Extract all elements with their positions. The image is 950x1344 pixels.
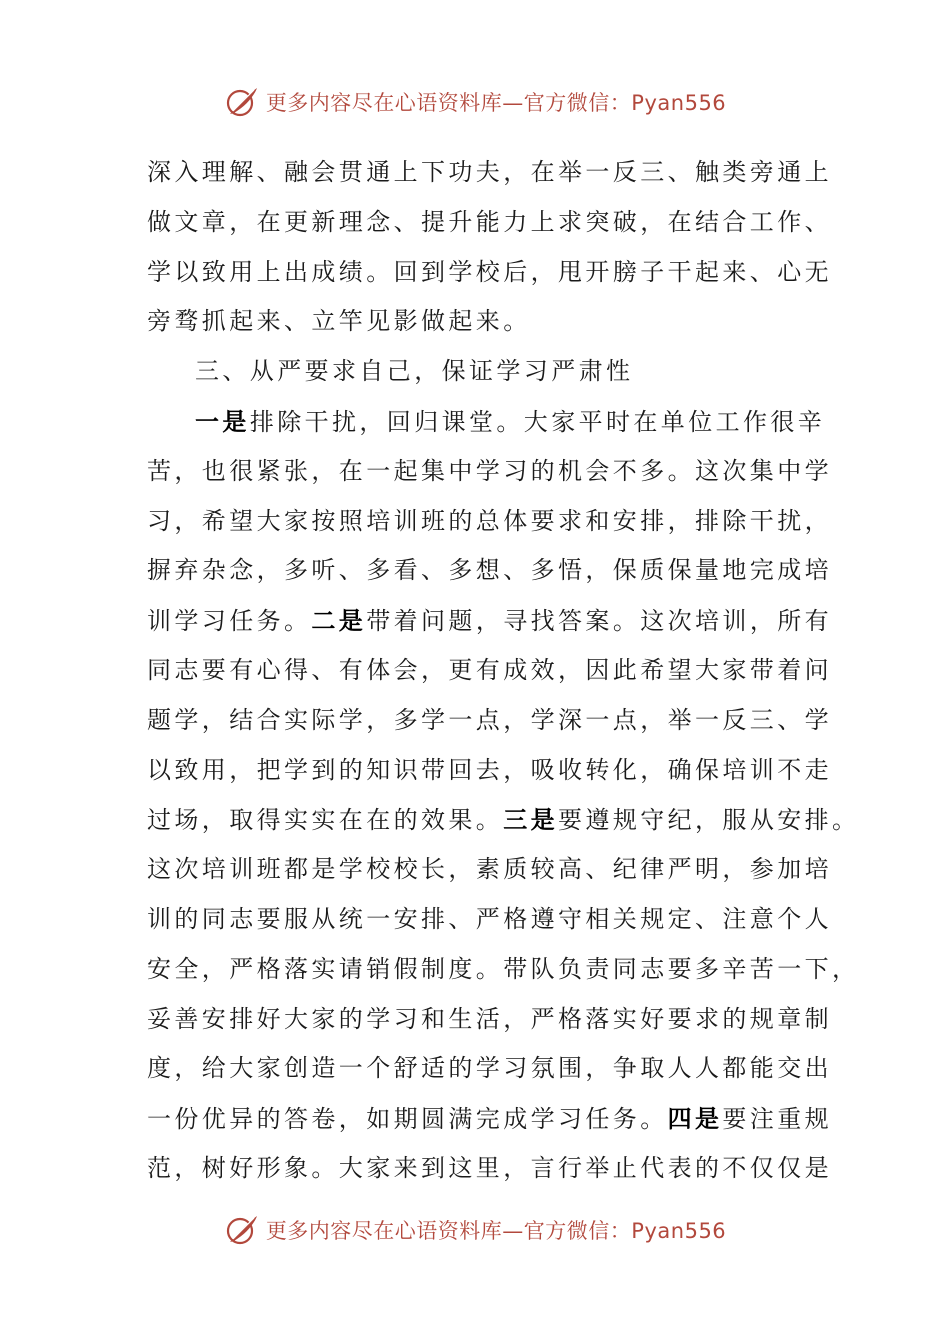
text-segment: 范，树好形象。大家来到这里，言行举止代表的不仅仅是 xyxy=(147,1153,832,1182)
text-segment: 做文章，在更新理念、提升能力上求突破，在结合工作、 xyxy=(147,207,832,236)
text-line xyxy=(147,995,832,1045)
text-segment: 学以致用上出成绩。回到学校后，甩开膀子干起来、心无 xyxy=(147,257,832,286)
text-line xyxy=(147,497,832,547)
text-segment: 深入理解、融会贯通上下功夫，在举一反三、触类旁通上 xyxy=(147,158,832,186)
text-line xyxy=(147,795,860,845)
quill-pen-seal-icon xyxy=(224,84,260,120)
text-segment: 摒弃杂念，多听、多看、多想、多悟，保质保量地完成培 xyxy=(147,556,832,585)
emphasis-label: 三是 xyxy=(503,805,559,835)
text-segment: 要遵规守纪，服从安排。 xyxy=(558,806,860,835)
text-segment: 一份优异的答卷，如期圆满完成学习任务。 xyxy=(147,1105,668,1134)
text-line xyxy=(147,1094,833,1144)
text-line xyxy=(147,1144,832,1194)
emphasis-label: 一是 xyxy=(195,406,250,436)
text-segment: 三、从严要求自己，保证学习严肃性 xyxy=(195,357,634,386)
document-body xyxy=(147,148,860,1194)
text-line xyxy=(147,895,832,945)
text-segment: 习，希望大家按照培训班的总体要求和安排，排除干扰， xyxy=(147,506,832,535)
text-line xyxy=(147,546,832,596)
text-segment: 过场，取得实实在在的效果。 xyxy=(147,806,504,835)
text-line xyxy=(147,596,833,646)
text-segment: 苦，也很紧张，在一起集中学习的机会不多。这次集中学 xyxy=(147,456,832,485)
text-segment: 旁骛抓起来、立竿见影做起来。 xyxy=(147,307,531,336)
text-line xyxy=(147,198,832,248)
text-segment: 度，给大家创造一个舒适的学习氛围，争取人人都能交出 xyxy=(147,1054,832,1083)
text-segment: 安全，严格落实请销假制度。带队负责同志要多辛苦一下， xyxy=(147,954,860,983)
text-line xyxy=(147,397,826,447)
text-segment: 训的同志要服从统一安排、严格遵守相关规定、注意个人 xyxy=(147,904,832,933)
section-heading xyxy=(147,347,807,397)
text-segment: 带着问题，寻找答案。这次培训，所有 xyxy=(366,607,833,636)
text-line xyxy=(147,696,832,746)
text-line xyxy=(147,297,807,347)
banner-text: 更多内容尽在心语资料库—官方微信：Pyan556 xyxy=(265,91,727,115)
text-line xyxy=(147,1044,832,1094)
text-segment: 同志要有心得、有体会，更有成效，因此希望大家带着问 xyxy=(147,655,832,684)
emphasis-label: 四是 xyxy=(667,1104,723,1134)
emphasis-label: 二是 xyxy=(311,606,367,636)
text-segment: 题学，结合实际学，多学一点，学深一点，举一反三、学 xyxy=(147,705,832,734)
text-line xyxy=(147,945,860,995)
banner-text: 更多内容尽在心语资料库—官方微信：Pyan556 xyxy=(265,1219,727,1243)
text-line xyxy=(147,746,832,796)
quill-pen-seal-icon xyxy=(224,1212,260,1248)
footer-watermark-banner xyxy=(0,1208,950,1252)
text-segment: 这次培训班都是学校校长，素质较高、纪律严明，参加培 xyxy=(147,855,832,884)
text-segment: 以致用，把学到的知识带回去，吸收转化，确保培训不走 xyxy=(147,755,832,784)
text-line xyxy=(147,646,832,696)
text-segment: 训学习任务。 xyxy=(147,607,312,636)
text-segment: 要注重规 xyxy=(722,1105,833,1134)
text-line xyxy=(147,447,832,497)
text-line xyxy=(147,845,832,895)
header-watermark-banner xyxy=(0,80,950,124)
text-line xyxy=(147,248,832,298)
text-segment: 妥善安排好大家的学习和生活，严格落实好要求的规章制 xyxy=(147,1004,832,1033)
text-line xyxy=(147,148,832,198)
text-segment: 排除干扰，回归课堂。大家平时在单位工作很辛 xyxy=(249,407,826,436)
